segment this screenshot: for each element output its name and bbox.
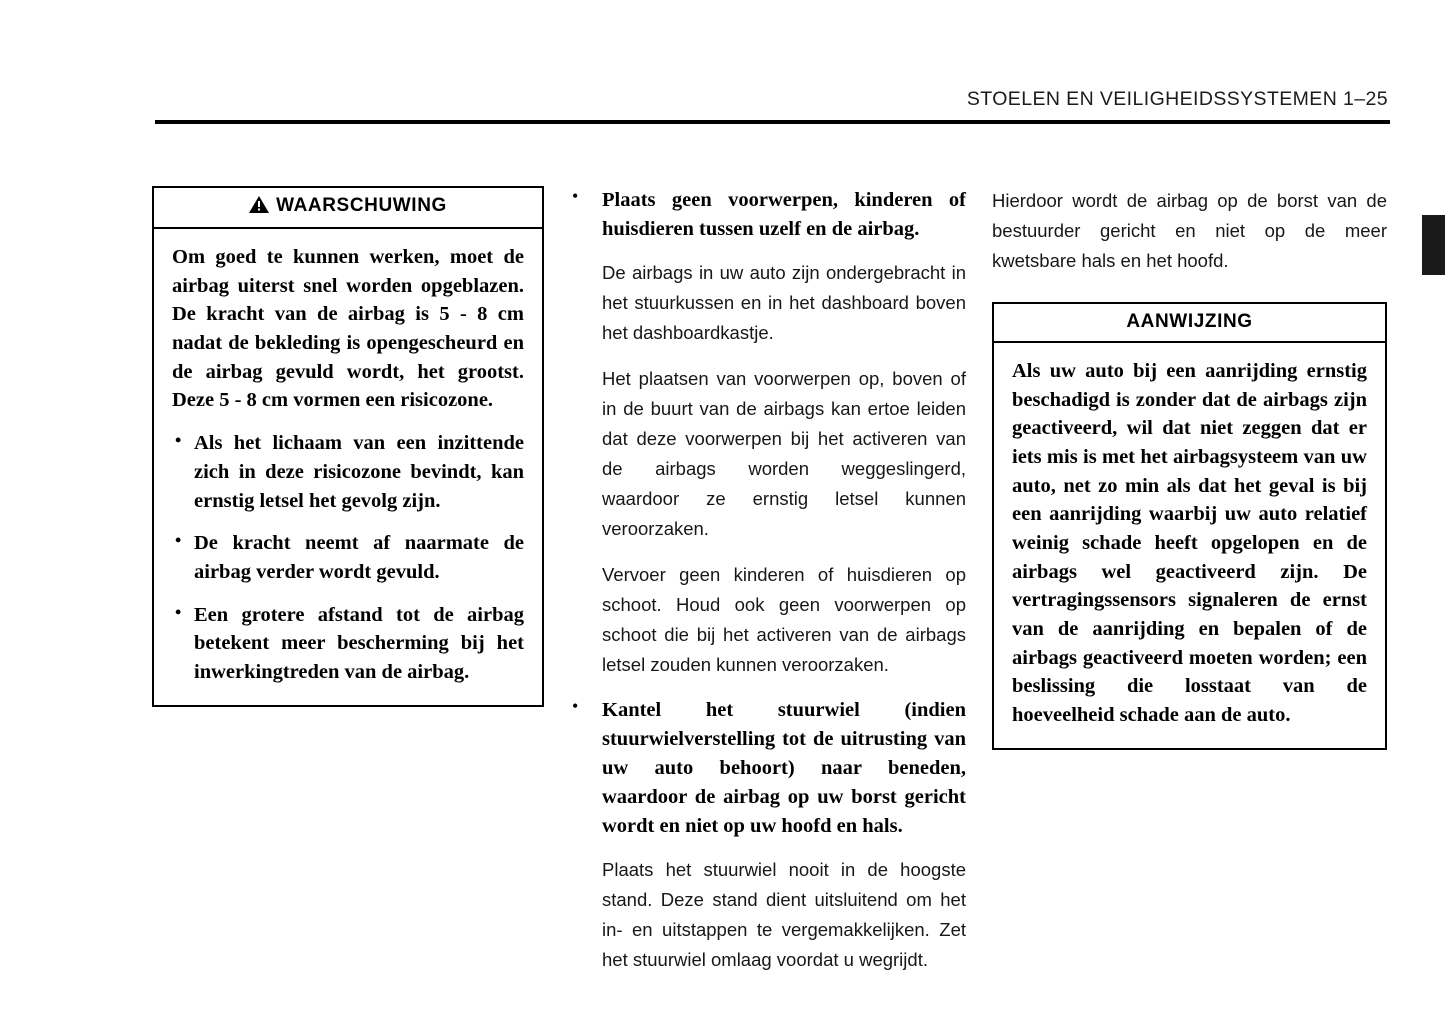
body-paragraph: Plaats het stuurwiel nooit in de hoogste stand. Deze stand dient uitsluitend om het in- en uitstappen te vergemakkelijken. Zet het stuurwiel omlaag voordat u wegrijdt. (602, 859, 966, 971)
header-divider (155, 120, 1390, 124)
warning-box-title (154, 188, 542, 229)
middle-column (568, 186, 966, 991)
list-item: • De kracht neemt af naarmate de airbag verder wordt gevuld. (172, 529, 524, 586)
warning-intro-text: Om goed te kunnen werken, moet de airbag uiterst snel worden opgeblazen. De kracht van de airbag is 5 - 8 cm nadat de bekleding is opengescheurd en de airbag gevuld wordt, het grootst. Deze 5 - 8 cm vormen een risicozone. (172, 246, 524, 412)
notice-box-body (994, 343, 1385, 748)
body-paragraph: Hierdoor wordt de airbag op de borst van de bestuurder gericht en niet op de meer kwetsbare hals en het hoofd. (992, 190, 1387, 271)
list-item: • Een grotere afstand tot de airbag betekent meer bescherming bij het inwerkingtreden van de airbag. (172, 601, 524, 687)
body-paragraph: Vervoer geen kinderen of huisdieren op schoot. Houd ook geen voorwerpen op schoot die bij het activeren van de airbags letsel zouden kunnen veroorzaken. (602, 563, 966, 675)
notice-body-text: Als uw auto bij een aanrijding ernstig beschadigd is zonder dat de airbags zijn geactiveerd, wil dat niet zeggen dat er iets mis is met het airbagsysteem van uw auto, net zo min als dat het geval is bij een aanrijding waarbij uw auto relatief weinig schade heeft opgelopen en de airbags wel geactiveerd zijn. De vertragingssensors signaleren de ernst van de aanrijding en bepalen of de airbags geactiveerd moeten worden; een beslissing die losstaat van de hoeveelheid schade aan de auto. (1012, 359, 1367, 727)
body-paragraph: De airbags in uw auto zijn ondergebracht in het stuurkussen en in het dashboard boven het dashboardkastje. (602, 262, 966, 344)
notice-box-title (994, 304, 1385, 343)
notice-box (992, 302, 1387, 750)
warning-box-title-text: WAARSCHUWING (276, 195, 447, 216)
left-column (152, 186, 544, 707)
page-header (155, 88, 1390, 111)
page-title: STOELEN EN VEILIGHEIDSSYSTEMEN 1–25 (966, 88, 1388, 110)
body-paragraph: Het plaatsen van voorwerpen op, boven of in de buurt van de airbags kan ertoe leiden dat deze voorwerpen bij het activeren van de airbags worden weggeslingerd, waardoor ze ernstig letsel kunnen veroorzaken. (602, 368, 966, 539)
notice-box-title-text: AANWIJZING (1126, 310, 1253, 332)
right-column (992, 186, 1387, 750)
chapter-thumb-tab (1422, 215, 1445, 275)
list-item (568, 186, 966, 680)
warning-bullet-list (172, 429, 524, 687)
warning-triangle-icon (249, 196, 269, 219)
bullet-lead-text: • Plaats geen voorwerpen, kinderen of huisdieren tussen uzelf en de airbag. (602, 189, 966, 241)
warning-box (152, 186, 544, 707)
bullet-lead-text: • Kantel het stuurwiel (indien stuurwielverstelling tot de uitrusting van uw auto behoort) naar beneden, waardoor de airbag op uw borst gericht wordt en niet op uw hoofd en hals. (602, 698, 966, 838)
list-item: • Als het lichaam van een inzittende zich in deze risicozone bevindt, kan ernstig letsel het gevolg zijn. (172, 429, 524, 515)
warning-box-body (154, 229, 542, 705)
list-item (568, 696, 966, 975)
